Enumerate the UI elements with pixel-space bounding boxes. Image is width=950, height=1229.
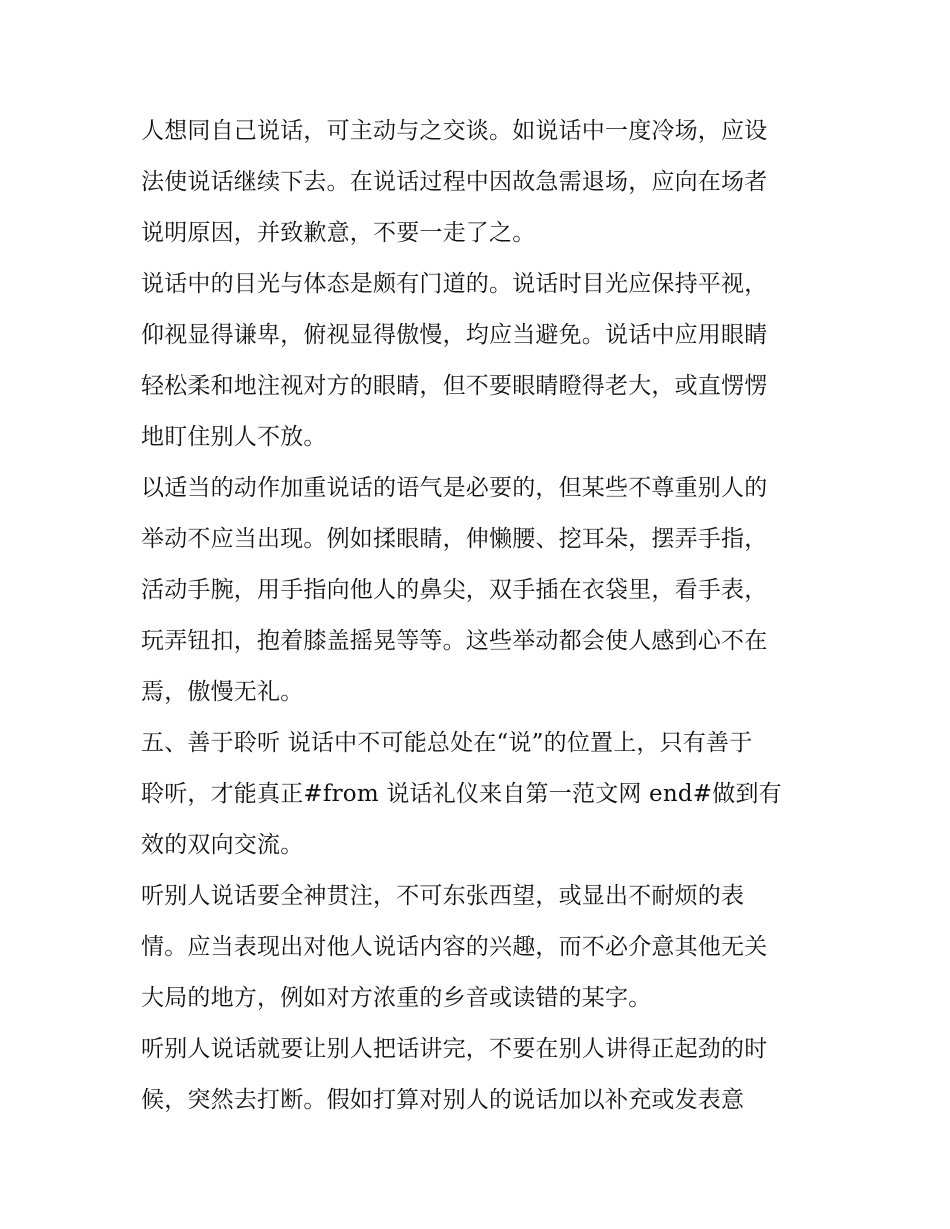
document-body (141, 108, 813, 1128)
text-line: 听别人说话要全神贯注，不可东张西望，或显出不耐烦的表 (141, 883, 745, 909)
text-line: 轻松柔和地注视对方的眼睛，但不要眼睛瞪得老大，或直愣愣 (141, 373, 768, 399)
paragraph (141, 108, 813, 261)
text-line: 仰视显得谦卑，俯视显得傲慢，均应当避免。说话中应用眼睛 (141, 322, 768, 348)
paragraph (141, 1026, 813, 1128)
paragraph (141, 465, 813, 720)
paragraph (141, 261, 813, 465)
text-line: 聆听，才能真正#from 说话礼仪来自第一范文网 end#做到有 (141, 781, 782, 807)
text-line: 效的双向交流。 (141, 832, 304, 858)
text-line: 大局的地方，例如对方浓重的乡音或读错的某字。 (141, 985, 652, 1011)
text-line: 地盯住别人不放。 (141, 424, 327, 450)
text-line: 听别人说话就要让别人把话讲完，不要在别人讲得正起劲的时 (141, 1036, 768, 1062)
paragraph (141, 873, 813, 1026)
paragraph (141, 720, 813, 873)
text-line: 以适当的动作加重说话的语气是必要的，但某些不尊重别人的 (141, 475, 768, 501)
text-line: 情。应当表现出对他人说话内容的兴趣，而不必介意其他无关 (141, 934, 768, 960)
text-line: 说明原因，并致歉意，不要一走了之。 (141, 220, 536, 246)
text-line: 说话中的目光与体态是颇有门道的。说话时目光应保持平视， (141, 271, 768, 297)
text-line: 人想同自己说话，可主动与之交谈。如说话中一度冷场，应设 (141, 118, 768, 144)
text-line: 举动不应当出现。例如揉眼睛，伸懒腰、挖耳朵，摆弄手指， (141, 526, 768, 552)
text-line: 候，突然去打断。假如打算对别人的说话加以补充或发表意 (141, 1087, 745, 1113)
text-line: 五、善于聆听 说话中不可能总处在“说”的位置上，只有善于 (141, 730, 753, 756)
text-line: 焉，傲慢无礼。 (141, 679, 304, 705)
text-line: 活动手腕，用手指向他人的鼻尖，双手插在衣袋里，看手表， (141, 577, 768, 603)
text-line: 玩弄钮扣，抱着膝盖摇晃等等。这些举动都会使人感到心不在 (141, 628, 768, 654)
text-line: 法使说话继续下去。在说话过程中因故急需退场，应向在场者 (141, 169, 768, 195)
